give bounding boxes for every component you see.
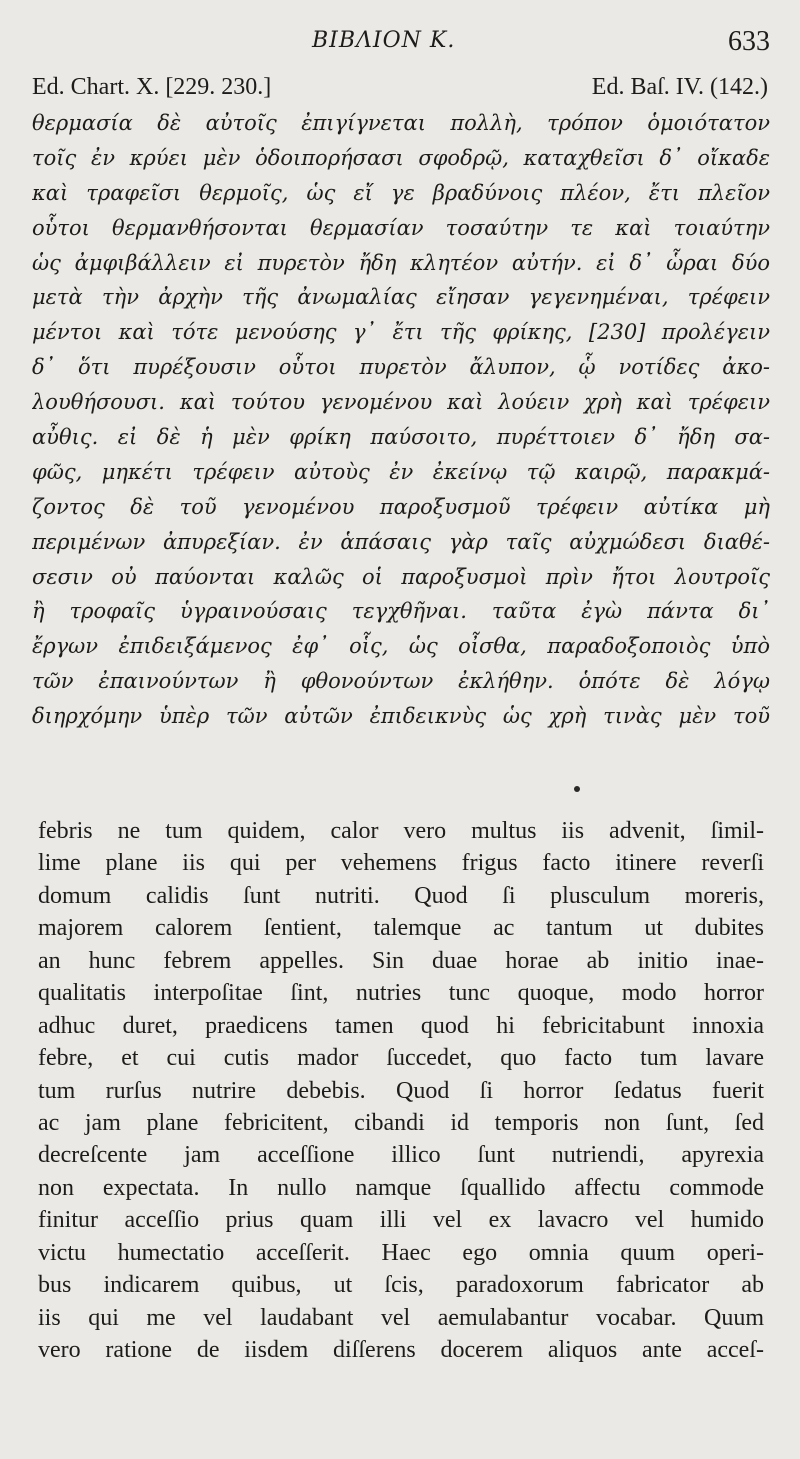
greek-line: διηρχόμην ὑπὲρ τῶν αὐτῶν ἐπιδεικνὺς ὡς χρὴ τινὰς μὲν τοῦ [32,704,770,729]
greek-line: σεσιν οὐ παύονται καλῶς οἱ παροξυσμοὶ πρὶν ἤτοι λουτροῖς [32,564,770,589]
edition-reference-line [32,74,768,106]
latin-line: adhuc duret, praedicens tamen quod hi febricitabunt innoxia [38,1012,764,1039]
latin-line: domum calidis ſunt nutriti. Quod ſi plusculum moreris, [38,882,764,909]
greek-line: τῶν ἐπαινούντων ἢ φθονούντων ἐκλήθην. ὁπότε δὲ λόγῳ [32,669,770,694]
greek-line: ἔργων ἐπιδειξάμενος ἐφ᾽ οἷς, ὡς οἶσθα, παραδοξοποιὸς ὑπὸ [32,634,770,659]
latin-line: an hunc febrem appelles. Sin duae horae ab initio inae- [38,947,764,974]
edition-basel-ref: Ed. Baſ. IV. (142.) [591,74,768,100]
greek-line: ἢ τροφαῖς ὑγραινούσαις τεγχθῆναι. ταῦτα ἐγὼ πάντα δι᾽ [32,599,770,624]
greek-line: καὶ τραφεῖσι θερμοῖς, ὡς εἴ γε βραδύνοις πλέον, ἔτι πλεῖον [32,180,770,205]
greek-line: μέντοι καὶ τότε μενούσης γ᾽ ἔτι τῆς φρίκης, [230] προλέγειν [32,320,770,345]
latin-line: non expectata. In nullo namque ſquallido affectu commode [38,1174,764,1201]
latin-line: victu humectatio acceſſerit. Haec ego omnia quum operi- [38,1239,764,1266]
latin-line: bus indicarem quibus, ut ſcis, paradoxorum fabricator ab [38,1272,764,1299]
latin-line: tum rurſus nutrire debebis. Quod ſi horror ſedatus fuerit [38,1077,764,1104]
latin-line: qualitatis interpoſitae ſint, nutries tunc quoque, modo horror [38,980,764,1007]
greek-line: θερμασία δὲ αὐτοῖς ἐπιγίγνεται πολλὴ, τρόπον ὁμοιότατον [32,111,770,135]
edition-chartier-ref: Ed. Chart. X. [229. 230.] [32,74,272,100]
ink-speck [574,786,580,792]
book-title: ΒΙΒΛΙΟΝ Κ. [312,28,456,53]
greek-line: ὡς ἀμφιβάλλειν εἰ πυρετὸν ἤδη κλητέον αὐτήν. εἰ δ᾽ ὧραι δύο [32,250,770,275]
greek-line: μετὰ τὴν ἀρχὴν τῆς ἀνωμαλίας εἴησαν γεγενημέναι, τρέφειν [32,285,770,310]
latin-text-block [38,815,764,1366]
greek-line: δ᾽ ὅτι πυρέξουσιν οὗτοι πυρετὸν ἄλυπον, ᾧ νοτίδες ἀκο- [32,355,770,380]
greek-line: περιμένων ἀπυρεξίαν. ἐν ἁπάσαις γὰρ ταῖς αὐχμώδεσι διαθέ- [32,529,770,554]
latin-line: finitur acceſſio prius quam illi vel ex lavacro vel humido [38,1207,764,1234]
page-number: 633 [728,26,770,57]
latin-line: ac jam plane febricitent, cibandi id temporis non ſunt, ſed [38,1109,764,1136]
latin-line: decreſcente jam acceſſione illico ſunt nutriendi, apyrexia [38,1142,764,1169]
latin-line: febris ne tum quidem, calor vero multus iis advenit, ſimil- [38,818,764,844]
latin-line: iis qui me vel laudabant vel aemulabantur vocabar. Quum [38,1304,764,1331]
greek-text-block [32,106,770,734]
latin-line: febre, et cui cutis mador ſuccedet, quo facto tum lavare [38,1045,764,1072]
greek-line: λουθήσουσι. καὶ τούτου γενομένου καὶ λούειν χρὴ καὶ τρέφειν [32,390,770,415]
greek-line: οὗτοι θερμανθήσονται θερμασίαν τοσαύτην τε καὶ τοιαύτην [32,215,770,240]
greek-line: αὖθις. εἰ δὲ ἡ μὲν φρίκη παύσοιτο, πυρέττοιεν δ᾽ ἤδη σα- [32,425,770,450]
greek-line: ζοντος δὲ τοῦ γενομένου παροξυσμοῦ τρέφειν αὐτίκα μὴ [32,494,770,519]
greek-line: φῶς, μηκέτι τρέφειν αὐτοὺς ἐν ἐκείνῳ τῷ καιρῷ, παρακμά- [32,459,770,484]
greek-line: τοῖς ἐν κρύει μὲν ὁδοιπορήσασι σφοδρῷ, καταχθεῖσι δ᾽ οἴκαδε [32,145,770,170]
latin-line: lime plane iis qui per vehemens frigus facto itinere reverſi [38,850,764,877]
running-head [0,28,800,62]
latin-line: vero ratione de iisdem diſſerens docerem aliquos ante acceſ- [38,1337,764,1363]
latin-line: majorem calorem ſentient, talemque ac tantum ut dubites [38,915,764,942]
